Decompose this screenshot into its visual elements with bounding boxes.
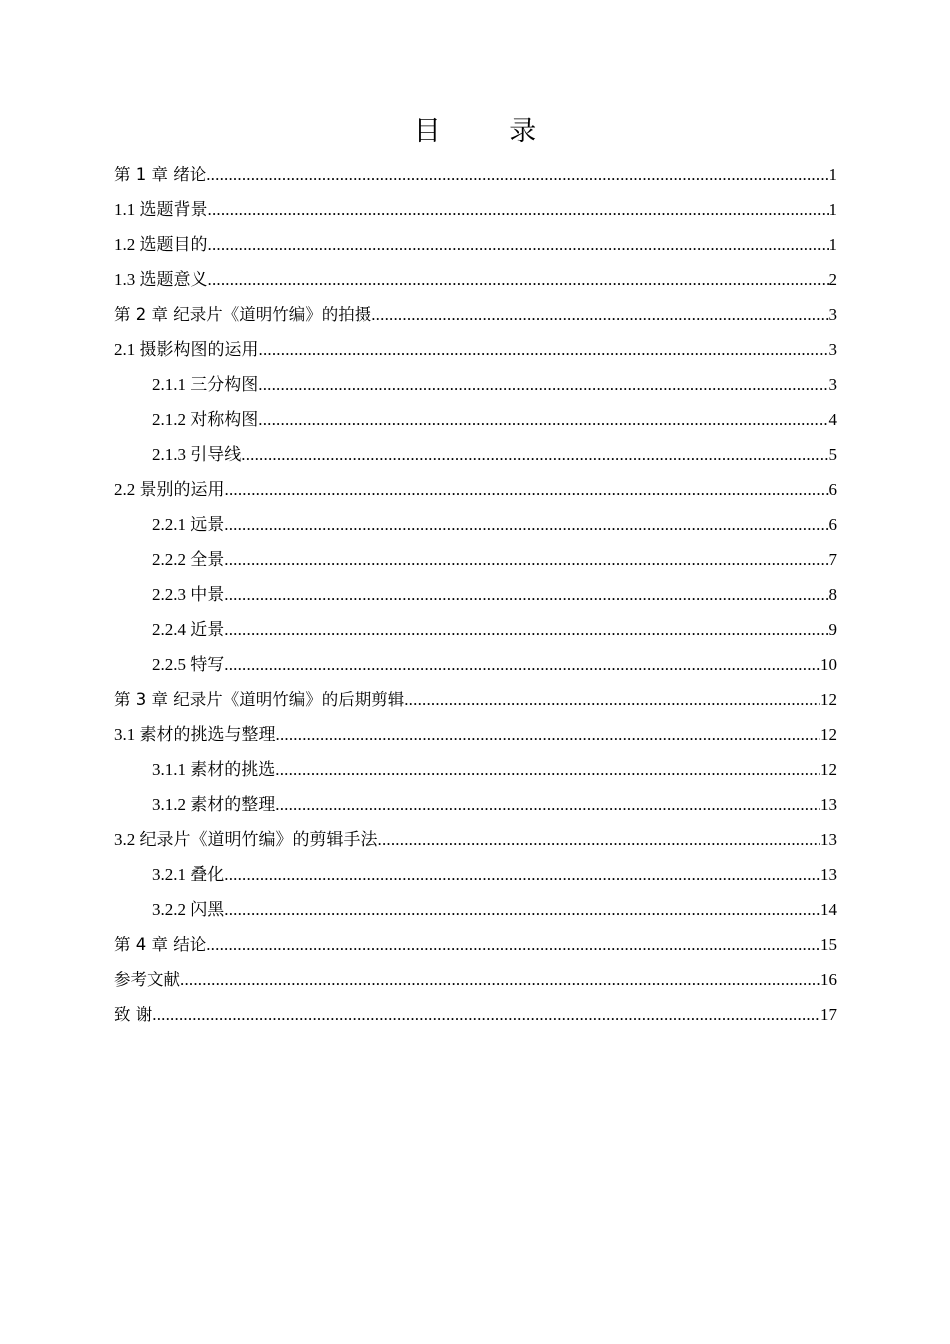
toc-entry-chapter[interactable] — [114, 962, 837, 997]
toc-entry-label: 2.2.2 全景 — [152, 550, 225, 569]
toc-entry-chapter[interactable] — [114, 927, 837, 962]
toc-page-number: 4 — [828, 410, 837, 429]
toc-page-number: 16 — [820, 970, 837, 989]
toc-entry-label: 2.2.4 近景 — [152, 620, 225, 639]
toc-entry-label: 参考文献 — [114, 970, 180, 989]
toc-page-number: 12 — [820, 690, 837, 709]
toc-leader-dots — [258, 402, 828, 437]
toc-entry-sub[interactable] — [114, 857, 837, 892]
toc-entry-label: 3.2 纪录片《道明竹编》的剪辑手法 — [114, 830, 378, 849]
toc-page-number: 7 — [828, 550, 837, 569]
toc-entry-label: 3.1 素材的挑选与整理 — [114, 725, 276, 744]
toc-entry-label: 1.1 选题背景 — [114, 200, 208, 219]
toc-entry-chapter[interactable] — [114, 682, 837, 717]
toc-entry-label: 第 1 章 绪论 — [114, 165, 207, 184]
toc-leader-dots — [276, 717, 821, 752]
toc-leader-dots — [258, 367, 828, 402]
toc-entry-label: 1.3 选题意义 — [114, 270, 208, 289]
toc-entry-label: 2.1.2 对称构图 — [152, 410, 259, 429]
toc-entry-sub[interactable] — [114, 437, 837, 472]
toc-page-number: 6 — [828, 515, 837, 534]
toc-page-number: 15 — [820, 935, 837, 954]
toc-leader-dots — [224, 647, 820, 682]
toc-entry-label: 第 4 章 结论 — [114, 935, 207, 954]
toc-entry-sub[interactable] — [114, 647, 837, 682]
toc-entry-section[interactable] — [114, 227, 837, 262]
toc-entry-label: 第 3 章 纪录片《道明竹编》的后期剪辑 — [114, 690, 405, 709]
toc-title: 目 录 — [413, 116, 567, 147]
toc-page-number: 8 — [828, 585, 837, 604]
toc-entry-label: 3.1.2 素材的整理 — [152, 795, 276, 814]
toc-entry-section[interactable] — [114, 717, 837, 752]
toc-entry-section[interactable] — [114, 192, 837, 227]
toc-entry-label: 2.1.3 引导线 — [152, 445, 242, 464]
toc-page-number: 5 — [828, 445, 837, 464]
toc-page-number: 13 — [820, 830, 837, 849]
toc-entry-sub[interactable] — [114, 542, 837, 577]
toc-page-number: 1 — [828, 165, 837, 184]
toc-leader-dots — [224, 577, 828, 612]
toc-entry-chapter[interactable] — [114, 297, 837, 332]
toc-leader-dots — [152, 997, 820, 1032]
toc-leader-dots — [180, 962, 820, 997]
toc-leader-dots — [371, 297, 828, 332]
toc-page-number: 3 — [828, 305, 837, 324]
toc-page-number: 6 — [828, 480, 837, 499]
toc-entry-label: 第 2 章 纪录片《道明竹编》的拍摄 — [114, 305, 372, 324]
toc-page-number: 12 — [820, 725, 837, 744]
toc-entry-section[interactable] — [114, 822, 837, 857]
toc-leader-dots — [224, 542, 828, 577]
toc-entry-label: 2.2.1 远景 — [152, 515, 225, 534]
toc-entry-section[interactable] — [114, 332, 837, 367]
toc-entry-sub[interactable] — [114, 892, 837, 927]
toc-entry-section[interactable] — [114, 262, 837, 297]
toc-entry-sub[interactable] — [114, 402, 837, 437]
toc-entry-label: 2.1 摄影构图的运用 — [114, 340, 259, 359]
toc-leader-dots — [206, 157, 828, 192]
toc-leader-dots — [224, 892, 820, 927]
toc-page-number: 2 — [828, 270, 837, 289]
toc-entry-chapter[interactable] — [114, 997, 837, 1032]
toc-entry-label: 2.2.5 特写 — [152, 655, 225, 674]
toc-page-number: 12 — [820, 760, 837, 779]
toc-entry-label: 2.1.1 三分构图 — [152, 375, 259, 394]
toc-page-number: 3 — [828, 340, 837, 359]
toc-page-number: 10 — [820, 655, 837, 674]
toc-leader-dots — [208, 227, 829, 262]
toc-leader-dots — [225, 472, 829, 507]
toc-leader-dots — [378, 822, 821, 857]
toc-leader-dots — [241, 437, 828, 472]
toc-entry-label: 3.2.1 叠化 — [152, 865, 225, 884]
toc-leader-dots — [259, 332, 829, 367]
toc-leader-dots — [208, 192, 829, 227]
toc-entry-label: 2.2 景别的运用 — [114, 480, 225, 499]
toc-page-number: 14 — [820, 900, 837, 919]
toc-entry-chapter[interactable] — [114, 157, 837, 192]
toc-entry-label: 2.2.3 中景 — [152, 585, 225, 604]
toc-list — [114, 157, 837, 1032]
toc-entry-sub[interactable] — [114, 367, 837, 402]
toc-entry-label: 致 谢 — [114, 1005, 153, 1024]
toc-entry-sub[interactable] — [114, 787, 837, 822]
toc-page-number: 1 — [828, 200, 837, 219]
toc-entry-label: 1.2 选题目的 — [114, 235, 208, 254]
toc-entry-label: 3.1.1 素材的挑选 — [152, 760, 276, 779]
toc-entry-label: 3.2.2 闪黑 — [152, 900, 225, 919]
toc-entry-sub[interactable] — [114, 612, 837, 647]
toc-leader-dots — [275, 752, 820, 787]
toc-leader-dots — [404, 682, 820, 717]
toc-page-number: 13 — [820, 865, 837, 884]
toc-page-number: 3 — [828, 375, 837, 394]
toc-page-number: 1 — [828, 235, 837, 254]
toc-leader-dots — [206, 927, 820, 962]
toc-entry-sub[interactable] — [114, 577, 837, 612]
toc-entry-sub[interactable] — [114, 752, 837, 787]
toc-page-number: 13 — [820, 795, 837, 814]
toc-leader-dots — [208, 262, 829, 297]
toc-page-number: 17 — [820, 1005, 837, 1024]
toc-entry-sub[interactable] — [114, 507, 837, 542]
toc-leader-dots — [224, 612, 828, 647]
toc-leader-dots — [224, 507, 828, 542]
toc-page-number: 9 — [828, 620, 837, 639]
toc-entry-section[interactable] — [114, 472, 837, 507]
toc-leader-dots — [224, 857, 820, 892]
toc-leader-dots — [275, 787, 820, 822]
